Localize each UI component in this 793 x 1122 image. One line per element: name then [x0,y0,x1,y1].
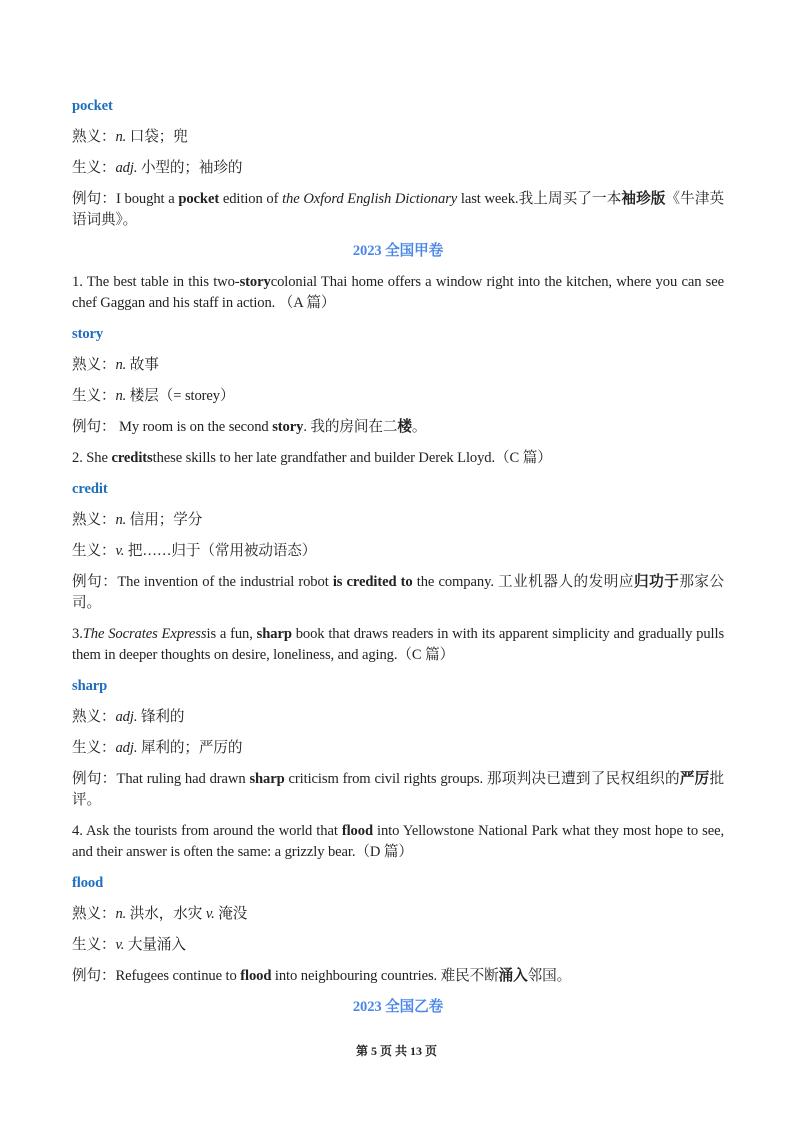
keyword-heading [72,324,724,345]
definition-line [72,510,724,531]
text-segment: pocket [72,98,113,114]
text-segment: 例句：That ruling had drawn [72,771,250,787]
italic-text: v. [115,543,125,559]
source-sentence [72,821,724,863]
italic-text: The Socrates Express [82,626,207,642]
italic-text: adj. [115,709,138,725]
keyword-heading [72,96,724,117]
text-segment: 故事 [126,357,159,373]
section-heading [72,997,724,1018]
text-segment: 淹没 [214,906,248,922]
definition-line [72,355,724,376]
example-sentence [72,769,724,811]
source-sentence [72,448,724,469]
italic-text: v. [205,906,215,922]
text-segment: flood [72,875,104,891]
text-segment: 生义： [72,160,116,176]
definition-line [72,127,724,148]
text-segment: into Yellowstone National Park what they most hope to see, and their answer is often the same: a grizzly bear.（D 篇） [72,823,724,860]
text-segment: 口袋；兜 [126,129,188,145]
text-segment: 熟义： [72,906,116,922]
text-segment: 楼层（= storey） [126,388,235,404]
example-sentence [72,189,724,231]
definition-line [72,707,724,728]
text-segment: 生义： [72,937,116,953]
italic-text: v. [115,937,125,953]
bold-text: 严厉 [679,771,710,787]
bold-text: 楼 [397,419,412,435]
text-segment: 熟义： [72,709,116,725]
text-segment: 大量涌入 [124,937,186,953]
bold-text: sharp [249,771,285,787]
text-segment: the company. 工业机器人的发明应 [412,574,634,590]
text-segment: 熟义： [72,129,116,145]
bold-text: story [272,419,304,435]
bold-text: flood [240,968,272,984]
text-segment: 信用；学分 [126,512,203,528]
bold-text: is credited to [332,574,413,590]
text-segment: . 我的房间在二 [303,419,398,435]
keyword-heading [72,873,724,894]
text-segment: story [72,326,104,342]
text-segment: book that draws readers in with its apparent simplicity and gradually pulls them in deeper thoughts on desire, loneliness, and aging.（C 篇） [72,626,725,663]
text-segment: last week.我上周买了一本 [457,191,622,207]
text-segment: 生义： [72,543,116,559]
bold-text: 袖珍版 [621,191,666,207]
definition-line [72,541,724,562]
text-segment: 批评。 [72,771,724,808]
text-segment: 。 [411,419,427,435]
bold-text: pocket [178,191,220,207]
text-segment: 例句：The invention of the industrial robot [72,574,333,590]
italic-text: n. [115,906,127,922]
italic-text: adj. [115,160,138,176]
text-segment: 2. She [72,450,112,466]
bold-text: 涌入 [498,968,528,984]
text-segment: into neighbouring countries. 难民不断 [271,968,499,984]
keyword-heading [72,676,724,697]
text-segment: is a fun, [206,626,257,642]
definition-line [72,935,724,956]
bold-text: credits [111,450,153,466]
text-segment: 3. [72,626,83,642]
text-segment: 锋利的 [137,709,185,725]
text-segment: 把……归于（常用被动语态） [124,543,317,559]
section-heading [72,241,724,262]
page-footer: 第 5 页 共 13 页 [355,1044,437,1058]
text-segment: 生义： [72,388,116,404]
italic-text: adj. [115,740,138,756]
bold-text: story [239,274,271,290]
example-sentence [72,417,724,438]
example-sentence [72,966,724,987]
definition-line [72,158,724,179]
italic-text: the Oxford English Dictionary [282,191,458,207]
example-sentence [72,572,724,614]
text-segment: 《牛津英语词典》。 [72,191,724,228]
text-segment: 小型的；袖珍的 [137,160,243,176]
definition-line [72,738,724,759]
italic-text: n. [115,512,127,528]
source-sentence [72,624,724,666]
text-segment: 邻国。 [527,968,572,984]
text-segment: 例句：I bought a [72,191,179,207]
text-segment: colonial Thai home offers a window right into the kitchen, where you can see chef Gaggan and his staff in action. （A 篇） [72,274,724,311]
text-segment: 例句：Refugees continue to [72,968,241,984]
text-segment: criticism from civil rights groups. 那项判决已遭到了民权组织的 [284,771,680,787]
bold-text: sharp [256,626,292,642]
text-segment: 那家公司。 [72,574,725,611]
text-segment: 洪水，水灾 [126,906,206,922]
text-segment: sharp [72,678,108,694]
italic-text: n. [115,129,127,145]
text-segment: 生义： [72,740,116,756]
italic-text: n. [115,357,127,373]
text-segment: 熟义： [72,357,116,373]
text-segment: credit [72,481,108,497]
document-body [72,96,724,1028]
text-segment: these skills to her late grandfather and builder Derek Lloyd.（C 篇） [152,450,552,466]
text-segment: edition of [219,191,283,207]
text-segment: 2023 全国甲卷 [352,243,444,259]
text-segment: 1. The best table in this two- [72,274,240,290]
bold-text: 归功于 [633,574,680,590]
bold-text: flood [341,823,373,839]
definition-line [72,386,724,407]
italic-text: n. [115,388,127,404]
text-segment: 例句： My room is on the second [72,419,273,435]
keyword-heading [72,479,724,500]
text-segment: 2023 全国乙卷 [352,999,444,1015]
text-segment: 犀利的；严厉的 [137,740,243,756]
source-sentence [72,272,724,314]
text-segment: 熟义： [72,512,116,528]
definition-line [72,904,724,925]
text-segment: 4. Ask the tourists from around the world that [72,823,342,839]
